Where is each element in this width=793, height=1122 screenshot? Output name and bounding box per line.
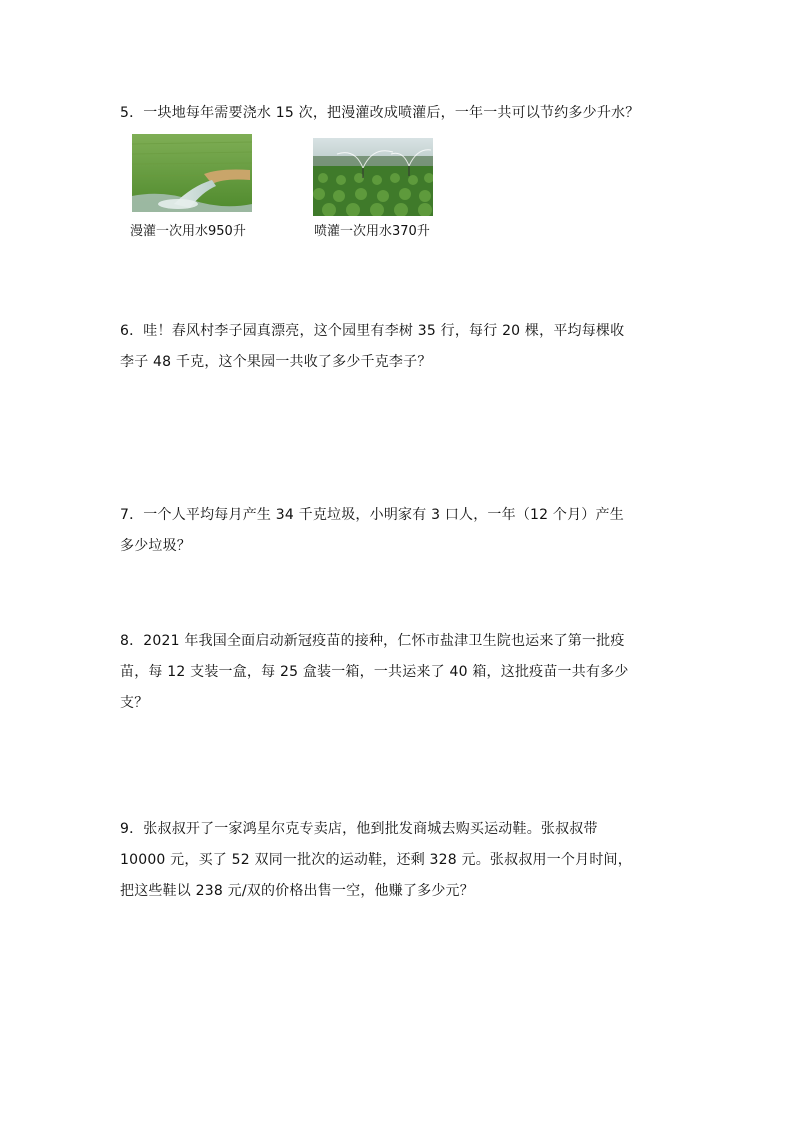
question-8 xyxy=(120,626,680,719)
question-6-line-1: 6．哇！春风村李子园真漂亮，这个园里有李树 35 行，每行 20 棵，平均每棵收 xyxy=(120,323,625,339)
question-6-line-2: 李子 48 千克，这个果园一共收了多少千克李子？ xyxy=(120,354,432,370)
question-5 xyxy=(120,98,680,129)
flood-irrigation-photo xyxy=(132,134,252,212)
question-9-line-1: 9．张叔叔开了一家鸿星尔克专卖店，他到批发商城去购买运动鞋。张叔叔带 xyxy=(120,821,598,837)
question-8-line-2: 苗，每 12 支装一盒，每 25 盒装一箱，一共运来了 40 箱，这批疫苗一共有多少 xyxy=(120,664,629,680)
question-9-line-2: 10000 元，买了 52 双同一批次的运动鞋，还剩 328 元。张叔叔用一个月时间， xyxy=(120,852,632,868)
flood-irrigation-image xyxy=(132,134,252,212)
sprinkler-irrigation-caption: 喷灌一次用水370升 xyxy=(314,224,430,239)
question-9 xyxy=(120,814,680,907)
flood-irrigation-caption: 漫灌一次用水950升 xyxy=(130,224,246,239)
question-8-line-3: 支？ xyxy=(120,695,149,711)
sprinkler-irrigation-photo xyxy=(313,138,433,216)
question-9-line-3: 把这些鞋以 238 元/双的价格出售一空，他赚了多少元？ xyxy=(120,883,474,899)
sprinkler-irrigation-image xyxy=(313,138,433,216)
question-6 xyxy=(120,316,680,378)
question-7 xyxy=(120,500,680,562)
question-8-line-1: 8．2021 年我国全面启动新冠疫苗的接种，仁怀市盐津卫生院也运来了第一批疫 xyxy=(120,633,625,649)
question-7-line-1: 7．一个人平均每月产生 34 千克垃圾，小明家有 3 口人，一年（12 个月）产生 xyxy=(120,507,624,523)
question-7-line-2: 多少垃圾？ xyxy=(120,538,191,554)
question-5-line-1: 5．一块地每年需要浇水 15 次，把漫灌改成喷灌后，一年一共可以节约多少升水？ xyxy=(120,105,640,121)
